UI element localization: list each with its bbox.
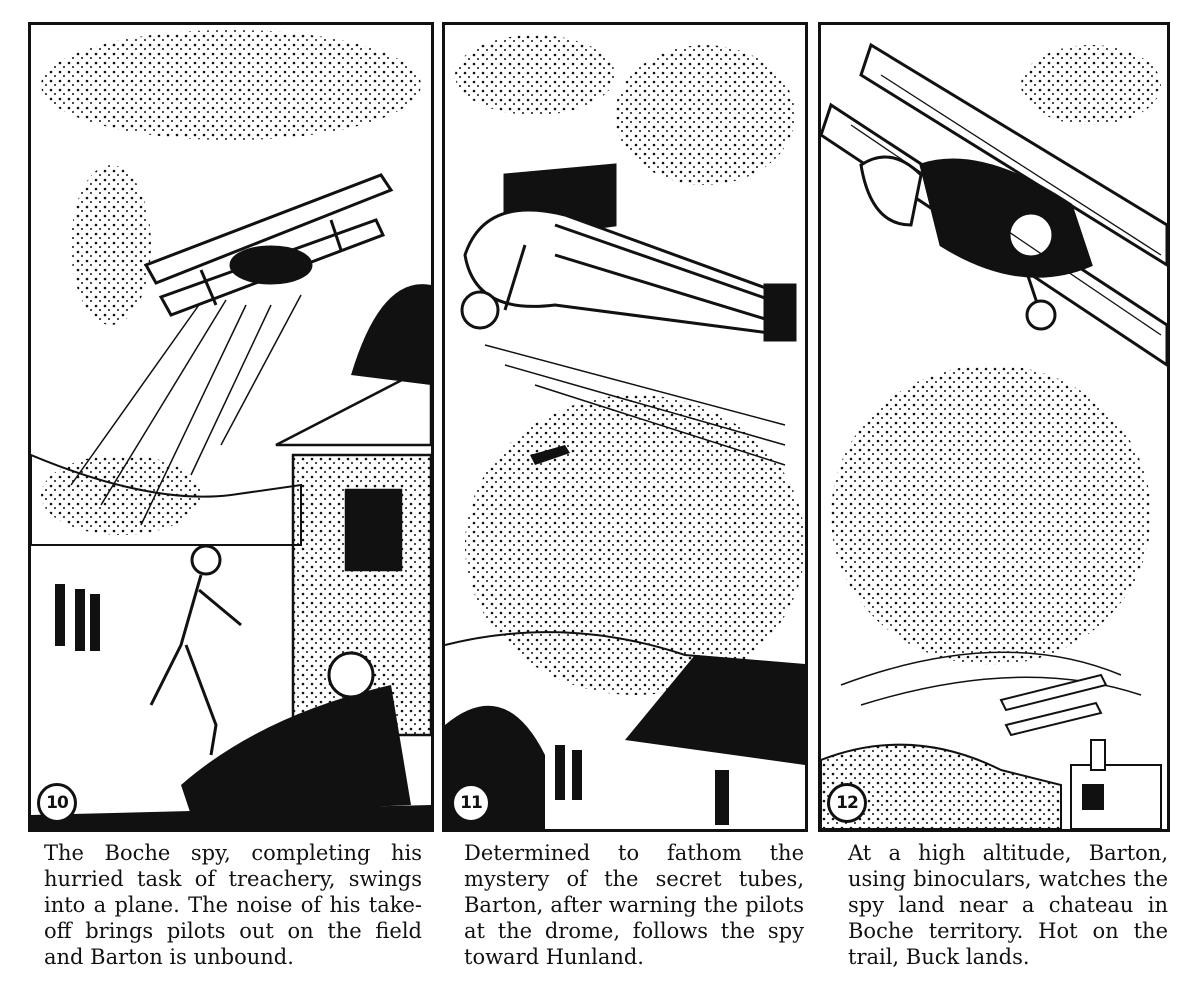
biplane-pursuit-illustration-icon: [445, 25, 805, 829]
biplane-takeoff-illustration-icon: [31, 25, 431, 829]
chateau-landing-illustration-icon: [821, 25, 1167, 829]
panel-10-caption: The Boche spy, completing his hurried task of treachery, swings into a plane. The noise of his take-off brings pilots out on the field and Barton is unbound.: [44, 841, 422, 969]
panel-number-badge: 12: [827, 783, 867, 823]
panel-number-badge: 10: [37, 783, 77, 823]
panel-11-caption: Determined to fathom the mystery of the secret tubes, Barton, after warning the pilots at the drome, follows the spy toward Hunland.: [464, 841, 804, 969]
comic-panel-11: [442, 22, 808, 832]
comic-panel-10: [28, 22, 434, 832]
panel-12-caption: At a high altitude, Barton, using binoculars, watches the spy land near a chateau in Boche territory. Hot on the trail, Buck lands.: [848, 841, 1168, 969]
comic-panel-12: [818, 22, 1170, 832]
panel-number-badge: 11: [451, 783, 491, 823]
